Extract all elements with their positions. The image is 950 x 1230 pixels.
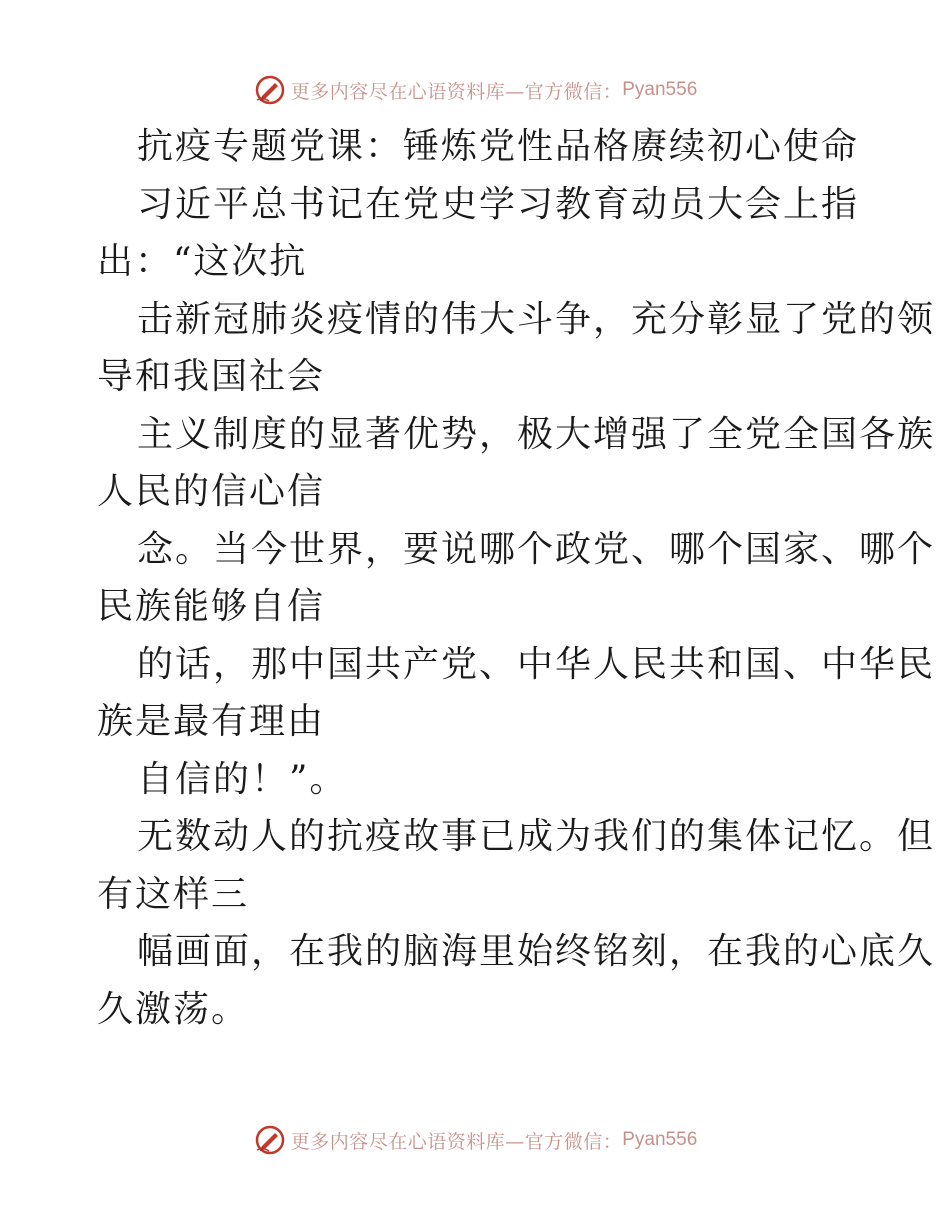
pen-logo-icon [253,1123,287,1157]
text-line: 幅画面，在我的脑海里始终铭刻，在我的心底久 [137,931,936,972]
text-line: 有这样三 [97,873,250,915]
watermark-wechat-id: Pyan556 [622,79,698,100]
text-line: 自信的！”。 [137,758,348,800]
text-line: 人民的信心信 [97,471,326,512]
text-line: 主义制度的显著优势，极大增强了全党全国各族 [137,413,936,455]
text-line: 族是最有理由 [97,701,326,742]
pen-logo-icon [253,73,287,107]
document-body [97,118,936,1038]
text-line: 击新冠肺炎疫情的伟大斗争，充分彰显了党的领 [137,298,936,340]
text-line: 无数动人的抗疫故事已成为我们的集体记忆。但 [137,816,936,857]
document-title: 抗疫专题党课：锤炼党性品格赓续初心使命 [137,126,860,167]
watermark-wechat-id: Pyan556 [622,1129,698,1150]
text-line: 久激荡。 [97,988,250,1030]
text-line: 民族能够自信 [97,586,326,627]
text-line: 习近平总书记在党史学习教育动员大会上指 [137,183,860,225]
watermark-promo-text: 更多内容尽在心语资料库—官方微信： [290,80,623,103]
text-line: 出：“这次抗 [97,241,308,282]
watermark-promo-text: 更多内容尽在心语资料库—官方微信： [290,1130,623,1153]
text-line: 念。当今世界，要说哪个政党、哪个国家、哪个 [137,528,936,570]
header-watermark [0,70,950,110]
text-line: 的话，那中国共产党、中华人民共和国、中华民 [137,643,936,685]
footer-watermark [0,1120,950,1160]
text-line: 导和我国社会 [97,356,326,397]
